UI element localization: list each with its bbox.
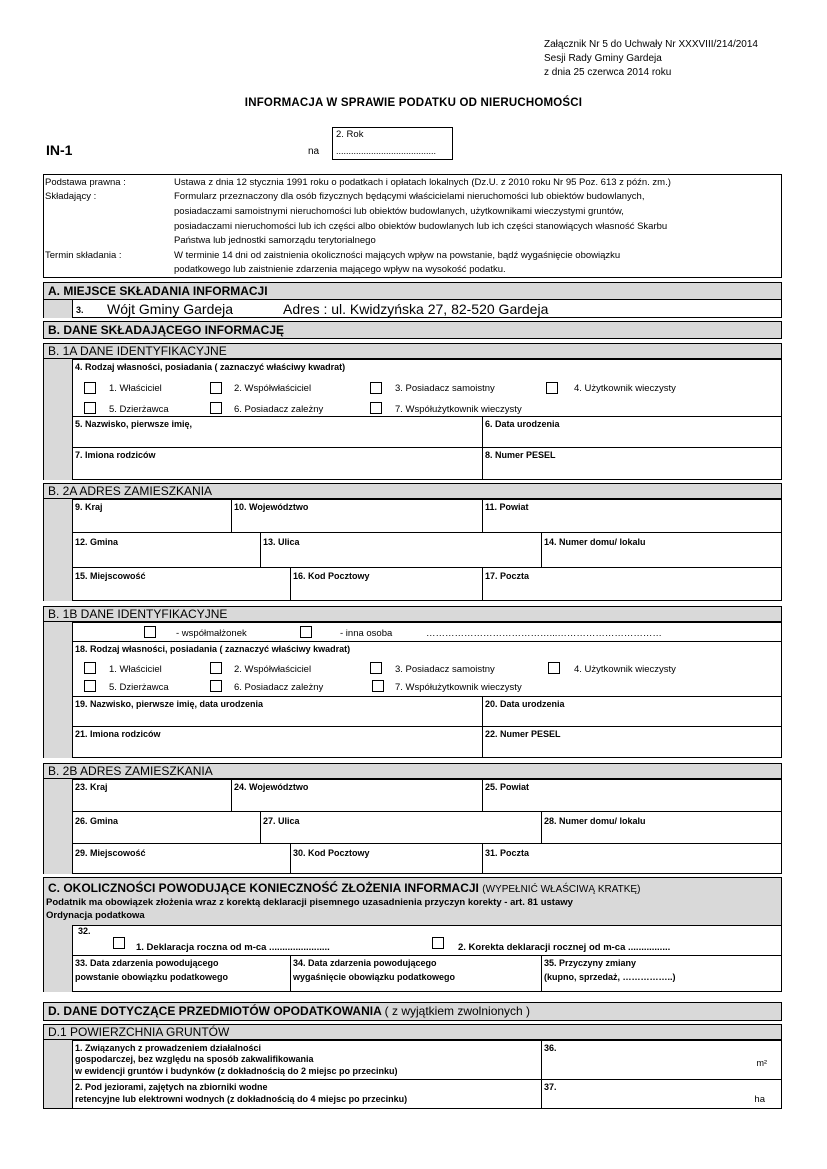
co-perpetual-user-option: 7. Współużytkownik wieczysty xyxy=(395,682,522,693)
post-office-field-b[interactable] xyxy=(482,843,782,874)
form-code: IN-1 xyxy=(46,142,73,158)
water-land-label-2: retencyjne lub elektrowni wodnych (z dokładnością do 4 miejsc po przecinku) xyxy=(75,1094,408,1104)
field-34-label: 34. Data zdarzenia powodującego xyxy=(293,958,437,968)
autonomous-holder-option: 3. Posiadacz samoistny xyxy=(395,664,495,675)
spouse-option: - współmałżonek xyxy=(176,628,247,639)
field-20-label: 20. Data urodzenia xyxy=(485,699,565,709)
field-21-label: 21. Imiona rodziców xyxy=(75,729,161,739)
field-14-label: 14. Numer domu/ lokalu xyxy=(544,537,646,547)
field-11-label: 11. Powiat xyxy=(485,502,529,512)
leaseholder-checkbox[interactable] xyxy=(84,680,96,692)
attachment-line: z dnia 25 czerwca 2014 roku xyxy=(544,67,672,78)
field-13-label: 13. Ulica xyxy=(263,537,300,547)
skladajacy-text: Państwa lub jednostki samorządu terytorialnego xyxy=(174,235,376,246)
other-person-dots: …………………………………...…………………………… xyxy=(426,628,662,639)
perpetual-user-option: 4. Użytkownik wieczysty xyxy=(574,664,676,675)
birthdate-field[interactable] xyxy=(482,416,782,448)
spouse-checkbox[interactable] xyxy=(144,626,156,638)
field-35-label-2: (kupno, sprzedaż, ……………..) xyxy=(544,972,676,982)
post-office-field[interactable] xyxy=(482,567,782,601)
event-origin-date-field[interactable] xyxy=(72,955,291,992)
recipient-name: Wójt Gminy Gardeja xyxy=(107,301,234,317)
section-b1b-margin xyxy=(43,622,73,758)
termin-label: Termin składania : xyxy=(45,250,122,261)
year-label: 2. Rok xyxy=(336,129,364,140)
field-17-label: 17. Poczta xyxy=(485,571,530,581)
field-7-label: 7. Imiona rodziców xyxy=(75,450,156,460)
country-field-b[interactable] xyxy=(72,779,232,812)
year-field[interactable] xyxy=(332,127,453,160)
podstawa-label: Podstawa prawna : xyxy=(45,177,126,188)
section-c-margin xyxy=(43,925,73,992)
postal-code-field[interactable] xyxy=(290,567,483,601)
annual-declaration-option: 1. Deklaracja roczna od m-ca ....................... xyxy=(136,942,330,953)
section-b2b-margin xyxy=(43,779,73,874)
field-36-label: 36. xyxy=(544,1043,557,1053)
correction-option: 2. Korekta deklaracji rocznej od m-ca ................ xyxy=(458,942,671,953)
owner-checkbox[interactable] xyxy=(84,662,96,674)
parents-names-field[interactable] xyxy=(72,447,483,480)
section-c-title: C. OKOLICZNOŚCI POWODUJĄCE KONIECZNOŚĆ ZŁOŻENIA INFORMACJI xyxy=(48,881,479,895)
street-field-b[interactable] xyxy=(260,811,542,844)
field-28-label: 28. Numer domu/ lokalu xyxy=(544,816,646,826)
business-land-area-field[interactable] xyxy=(541,1040,782,1080)
commune-field[interactable] xyxy=(72,532,261,568)
annual-declaration-checkbox[interactable] xyxy=(113,937,125,949)
autonomous-holder-checkbox[interactable] xyxy=(370,662,382,674)
section-c-note-line: Podatnik ma obowiązek złożenia wraz z korektą deklaracji pisemnego uzasadnienia przyczyn korekty - art. 81 ustawy xyxy=(46,897,573,908)
house-number-field-b[interactable] xyxy=(541,811,782,844)
water-land-row xyxy=(72,1079,542,1109)
owner-checkbox[interactable] xyxy=(84,382,96,394)
field-24-label: 24. Województwo xyxy=(234,782,309,792)
co-owner-checkbox[interactable] xyxy=(210,382,222,394)
street-field[interactable] xyxy=(260,532,542,568)
country-field[interactable] xyxy=(72,499,232,533)
voivodeship-field[interactable] xyxy=(231,499,483,533)
co-owner-checkbox[interactable] xyxy=(210,662,222,674)
business-land-label-3: w ewidencji gruntów i budynków (z dokładnością do 2 miejsc po przecinku) xyxy=(75,1066,398,1076)
section-c-note: (WYPEŁNIĆ WŁAŚCIWĄ KRATKĘ) xyxy=(482,884,641,895)
section-b-header: B. DANE SKŁADAJĄCEGO INFORMACJĘ xyxy=(43,321,782,339)
attachment-line: Sesji Rady Gminy Gardeja xyxy=(544,53,662,64)
water-land-label: 2. Pod jeziorami, zajętych na zbiorniki wodne xyxy=(75,1082,268,1092)
section-b2b-header: B. 2B ADRES ZAMIESZKANIA xyxy=(43,763,782,779)
field-32-label: 32. xyxy=(78,926,91,936)
section-a-header: A. MIEJSCE SKŁADANIA INFORMACJI xyxy=(43,282,782,300)
section-c-note-line: Ordynacja podatkowa xyxy=(46,910,145,921)
locality-field[interactable] xyxy=(72,567,291,601)
field-33-label-2: powstanie obowiązku podatkowego xyxy=(75,972,229,982)
business-land-row xyxy=(72,1040,542,1080)
unit-m2: m² xyxy=(756,1058,767,1068)
section-d-title: D. DANE DOTYCZĄCE PRZEDMIOTÓW OPODATKOWANIA xyxy=(48,1004,382,1018)
field-22-label: 22. Numer PESEL xyxy=(485,729,561,739)
leaseholder-option: 5. Dzierżawca xyxy=(109,404,169,415)
field-9-label: 9. Kraj xyxy=(75,502,103,512)
surname-field[interactable] xyxy=(72,416,483,448)
section-b-margin xyxy=(43,359,73,480)
skladajacy-text: posiadaczami nieruchomości lub ich części albo obiektów budowlanych lub ich części stanowiących własność Skarbu xyxy=(174,221,668,232)
field-5-label: 5. Nazwisko, pierwsze imię, xyxy=(75,419,193,429)
recipient-field xyxy=(72,299,782,318)
field-19-label: 19. Nazwisko, pierwsze imię, data urodzenia xyxy=(75,699,264,709)
surname-field-b[interactable] xyxy=(72,696,483,727)
podstawa-text: Ustawa z dnia 12 stycznia 1991 roku o podatkach i opłatach lokalnych (Dz.U. z 2010 roku Nr 95 Poz. 613 z późn. zm.) xyxy=(174,177,671,188)
dependent-holder-option: 6. Posiadacz zależny xyxy=(234,404,324,415)
field-34-label-2: wygaśnięcie obowiązku podatkowego xyxy=(293,972,456,982)
other-person-checkbox[interactable] xyxy=(300,626,312,638)
field-33-label: 33. Data zdarzenia powodującego xyxy=(75,958,219,968)
field-37-label: 37. xyxy=(544,1082,557,1092)
pesel-field-b[interactable] xyxy=(482,726,782,758)
section-d-note: ( z wyjątkiem zwolnionych ) xyxy=(384,1004,531,1018)
house-number-field[interactable] xyxy=(541,532,782,568)
unit-ha: ha xyxy=(754,1094,765,1105)
co-perpetual-user-checkbox[interactable] xyxy=(370,402,382,414)
co-perpetual-user-checkbox[interactable] xyxy=(372,680,384,692)
owner-option: 1. Właściciel xyxy=(109,383,162,394)
field-31-label: 31. Poczta xyxy=(485,848,530,858)
recipient-address: Adres : ul. Kwidzyńska 27, 82-520 Gardeja xyxy=(283,301,549,317)
field-12-label: 12. Gmina xyxy=(75,537,119,547)
other-person-option: - inna osoba xyxy=(340,628,393,639)
skladajacy-text: posiadaczami samoistnymi nieruchomości lub obiektów budowlanych, użytkownikami wieczystymi gruntów, xyxy=(174,206,624,217)
field-30-label: 30. Kod Pocztowy xyxy=(293,848,370,858)
field-35-label: 35. Przyczyny zmiany xyxy=(544,958,637,968)
field-25-label: 25. Powiat xyxy=(485,782,530,792)
autonomous-holder-checkbox[interactable] xyxy=(370,382,382,394)
field-29-label: 29. Miejscowość xyxy=(75,848,146,858)
dependent-holder-checkbox[interactable] xyxy=(210,402,222,414)
field-number-3: 3. xyxy=(76,305,84,315)
section-d1-header: D.1 POWIERZCHNIA GRUNTÓW xyxy=(43,1024,782,1040)
event-expiry-date-field[interactable] xyxy=(290,955,542,992)
skladajacy-text: Formularz przeznaczony dla osób fizycznych będącymi właścicielami nieruchomości lub obiektów budowlanych, xyxy=(174,191,645,202)
water-land-area-field[interactable] xyxy=(541,1079,782,1109)
field-15-label: 15. Miejscowość xyxy=(75,571,146,581)
attachment-line: Załącznik Nr 5 do Uchwały Nr XXXVIII/214/2014 xyxy=(544,39,758,50)
field-6-label: 6. Data urodzenia xyxy=(485,419,560,429)
co-perpetual-user-option: 7. Współużytkownik wieczysty xyxy=(395,404,522,415)
field-16-label: 16. Kod Pocztowy xyxy=(293,571,370,581)
county-field-b[interactable] xyxy=(482,779,782,812)
owner-option: 1. Właściciel xyxy=(109,664,162,675)
field-23-label: 23. Kraj xyxy=(75,782,108,792)
parents-names-field-b[interactable] xyxy=(72,726,483,758)
document-title: INFORMACJA W SPRAWIE PODATKU OD NIERUCHOMOŚCI xyxy=(244,97,583,109)
perpetual-user-checkbox[interactable] xyxy=(546,382,558,394)
co-owner-option: 2. Współwłaściciel xyxy=(234,664,312,675)
leaseholder-option: 5. Dzierżawca xyxy=(109,682,169,693)
pesel-field[interactable] xyxy=(482,447,782,480)
postal-code-field-b[interactable] xyxy=(290,843,483,874)
field-10-label: 10. Województwo xyxy=(234,502,309,512)
year-value: ........................................ xyxy=(336,146,437,156)
section-b2a-margin xyxy=(43,499,73,601)
field-8-label: 8. Numer PESEL xyxy=(485,450,556,460)
na-label: na xyxy=(308,146,320,157)
section-d-header xyxy=(43,1002,782,1021)
birthdate-field-b[interactable] xyxy=(482,696,782,727)
co-owner-option: 2. Współwłaściciel xyxy=(234,383,312,394)
section-b1b-header: B. 1B DANE IDENTYFIKACYJNE xyxy=(43,606,782,622)
termin-text: W terminie 14 dni od zaistnienia okoliczności mających wpływ na powstanie, bądź wygaśnięcie obowiązku xyxy=(174,250,621,261)
dependent-holder-option: 6. Posiadacz zależny xyxy=(234,682,324,693)
field-4-label: 4. Rodzaj własności, posiadania ( zaznaczyć właściwy kwadrat) xyxy=(75,362,346,372)
voivodeship-field-b[interactable] xyxy=(231,779,483,812)
attachment-note xyxy=(544,38,758,80)
section-c-header xyxy=(43,877,782,926)
field-18-label: 18. Rodzaj własności, posiadania ( zaznaczyć właściwy kwadrat) xyxy=(75,644,351,654)
leaseholder-checkbox[interactable] xyxy=(84,402,96,414)
county-field[interactable] xyxy=(482,499,782,533)
business-land-label-2: gospodarczej, bez względu na sposób zakwalifikowania xyxy=(75,1054,314,1064)
section-d-margin xyxy=(43,1040,73,1109)
locality-field-b[interactable] xyxy=(72,843,291,874)
skladajacy-label: Składający : xyxy=(45,191,97,202)
field-26-label: 26. Gmina xyxy=(75,816,119,826)
business-land-label: 1. Związanych z prowadzeniem działalności xyxy=(75,1043,262,1053)
termin-text: podatkowego lub zaistnienie zdarzenia mającego wpływ na wysokość podatku. xyxy=(174,264,506,275)
change-reason-field[interactable] xyxy=(541,955,782,992)
section-a-margin xyxy=(43,300,73,318)
commune-field-b[interactable] xyxy=(72,811,261,844)
section-b1a-header: B. 1A DANE IDENTYFIKACYJNE xyxy=(43,343,782,359)
autonomous-holder-option: 3. Posiadacz samoistny xyxy=(395,383,495,394)
dependent-holder-checkbox[interactable] xyxy=(210,680,222,692)
perpetual-user-option: 4. Użytkownik wieczysty xyxy=(574,383,676,394)
correction-checkbox[interactable] xyxy=(432,937,444,949)
field-27-label: 27. Ulica xyxy=(263,816,300,826)
section-b2a-header: B. 2A ADRES ZAMIESZKANIA xyxy=(43,483,782,499)
perpetual-user-checkbox[interactable] xyxy=(548,662,560,674)
